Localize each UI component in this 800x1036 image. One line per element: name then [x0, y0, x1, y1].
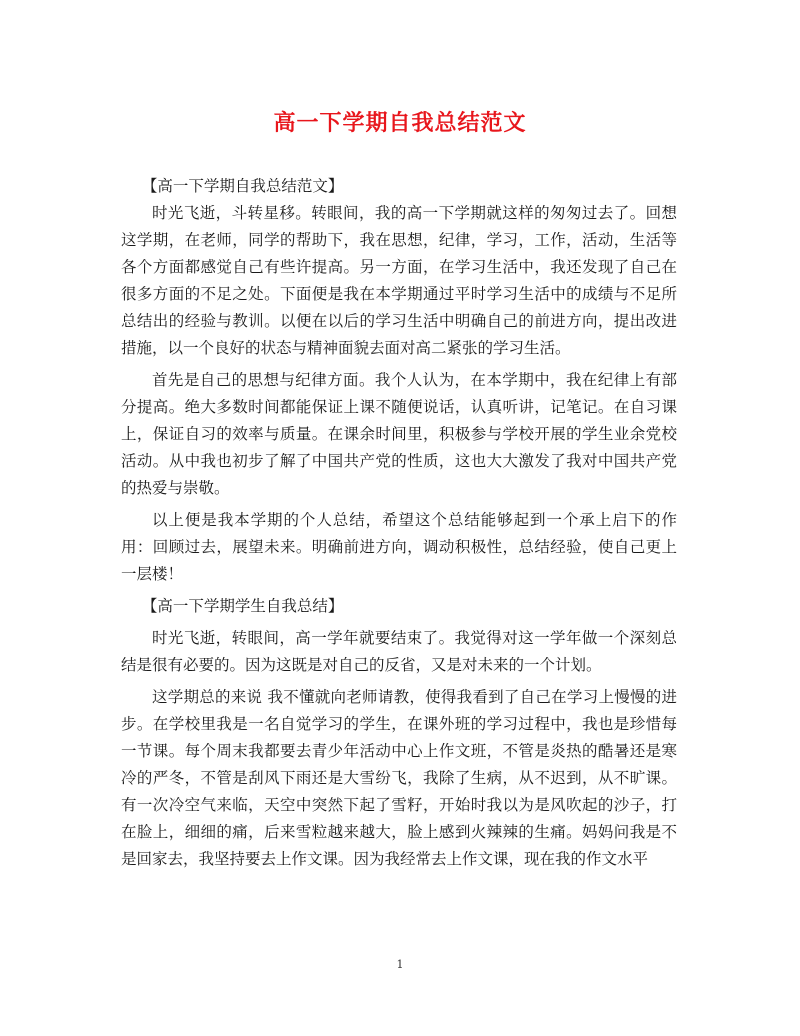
paragraph: 时光飞逝，转眼间，高一学年就要结束了。我觉得对这一学年做一个深刻总结是很有必要的。因为这既是对自己的反省，又是对未来的一个计划。: [121, 629, 677, 674]
section-heading: 【高一下学期自我总结范文】: [141, 177, 344, 195]
paragraph: 时光飞逝，斗转星移。转眼间，我的高一下学期就这样的匆匆过去了。回想这学期，在老师，同学的帮助下，我在思想，纪律，学习，工作，活动，生活等各个方面都感觉自己有些许提高。另一方面，在学习生活中，我还发现了自己在很多方面的不足之处。下面便是我在本学期通过平时学习生活中的成绩与不足所总结出的经验与教训。以便在以后的学习生活中明确自己的前进方向，提出改进措施，以一个良好的状态与精神面貌去面对高二紧张的学习生活。: [121, 204, 677, 357]
paragraph: 首先是自己的思想与纪律方面。我个人认为，在本学期中，我在纪律上有部分提高。绝大多数时间都能保证上课不随便说话，认真听讲，记笔记。在自习课上，保证自习的效率与质量。在课余时间里，积极参与学校开展的学生业余党校活动。从中我也初步了解了中国共产党的性质，这也大大激发了我对中国共产党的热爱与崇敬。: [121, 371, 677, 497]
paragraph: 这学期总的来说 我不懂就向老师请教，使得我看到了自己在学习上慢慢的进步。在学校里我是一名自觉学习的学生，在课外班的学习过程中，我也是珍惜每一节课。每个周末我都要去青少年活动中心上作文班，不管是炎热的酷暑还是寒冷的严冬，不管是刮风下雨还是大雪纷飞，我除了生病，从不迟到，从不旷课。有一次冷空气来临，天空中突然下起了雪籽，开始时我以为是风吹起的沙子，打在脸上，细细的痛，后来雪粒越来越大，脸上感到火辣辣的生痛。妈妈问我是不是回家去，我坚持要去上作文课。因为我经常去上作文课，现在我的作文水平: [121, 688, 677, 868]
paragraph: 以上便是我本学期的个人总结，希望这个总结能够起到一个承上启下的作用：回顾过去，展望未来。明确前进方向，调动积极性，总结经验，使自己更上一层楼！: [121, 511, 677, 583]
section-heading: 【高一下学期学生自我总结】: [141, 597, 344, 615]
document-body: [121, 173, 677, 873]
page-number: 1: [396, 958, 404, 971]
document-title: 高一下学期自我总结范文: [273, 111, 527, 136]
